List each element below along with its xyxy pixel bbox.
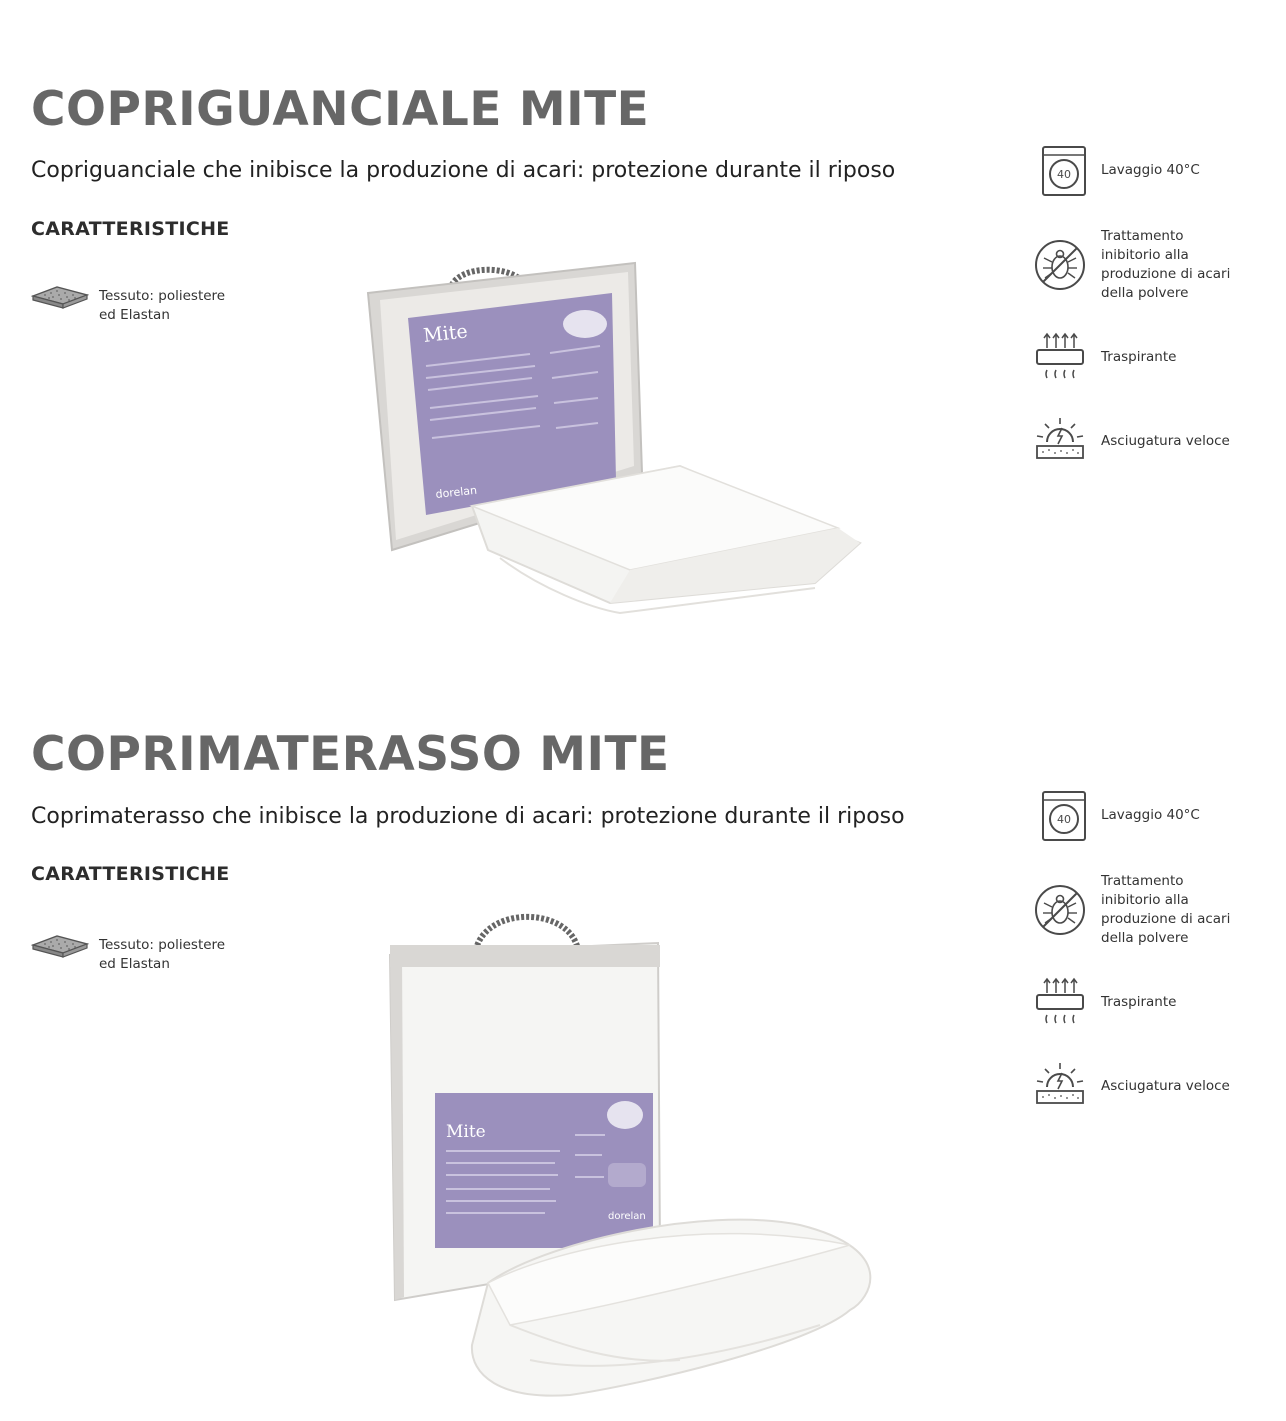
features-heading: CARATTERISTICHE [31, 863, 230, 885]
fabric-label: Tessuto: poliestere ed Elastan [99, 288, 226, 323]
feature-breathable [1033, 975, 1241, 1029]
product-brand: Mite [422, 320, 469, 347]
fabric-feature [31, 932, 239, 974]
feature-label: Traspirante [1101, 348, 1177, 365]
feature-mite [1033, 872, 1241, 948]
wash-temp-text: 40 [1057, 168, 1071, 181]
washing-machine-icon [1033, 788, 1087, 842]
feature-label: Asciugatura veloce [1101, 1077, 1230, 1094]
feature-quick-dry [1033, 1059, 1241, 1113]
fabric-label: Tessuto: poliestere ed Elastan [99, 937, 226, 972]
section-subtitle: Coprimaterasso che inibisce la produzione di acari: protezione durante il riposo [31, 804, 905, 829]
features-heading: CARATTERISTICHE [31, 218, 230, 240]
breathable-icon [1033, 975, 1087, 1029]
product-maker: dorelan [434, 483, 478, 501]
section-subtitle: Copriguanciale che inibisce la produzione di acari: protezione durante il riposo [31, 158, 896, 183]
product-image-mattress [380, 905, 890, 1405]
product-brand: Mite [446, 1122, 486, 1142]
feature-label: Asciugatura veloce [1101, 432, 1230, 449]
feature-label: Lavaggio 40°C [1101, 161, 1200, 178]
features-list [1033, 0, 1273, 1421]
section-title: COPRIMATERASSO MITE [31, 727, 670, 782]
feature-label: Traspirante [1101, 993, 1177, 1010]
mite-inhibitor-icon [1033, 883, 1087, 937]
product-maker: dorelan [608, 1211, 646, 1222]
feature-label: Trattamento inibitorio alla produzione di acari della polvere [1101, 873, 1231, 946]
wash-temp-text: 40 [1057, 813, 1071, 826]
quick-dry-icon [1033, 1059, 1087, 1113]
feature-label: Lavaggio 40°C [1101, 806, 1200, 823]
feature-label: Trattamento inibitorio alla produzione di acari della polvere [1101, 228, 1231, 301]
fabric-icon [31, 932, 89, 962]
feature-wash [1033, 788, 1241, 842]
section-title: COPRIGUANCIALE MITE [31, 82, 650, 137]
